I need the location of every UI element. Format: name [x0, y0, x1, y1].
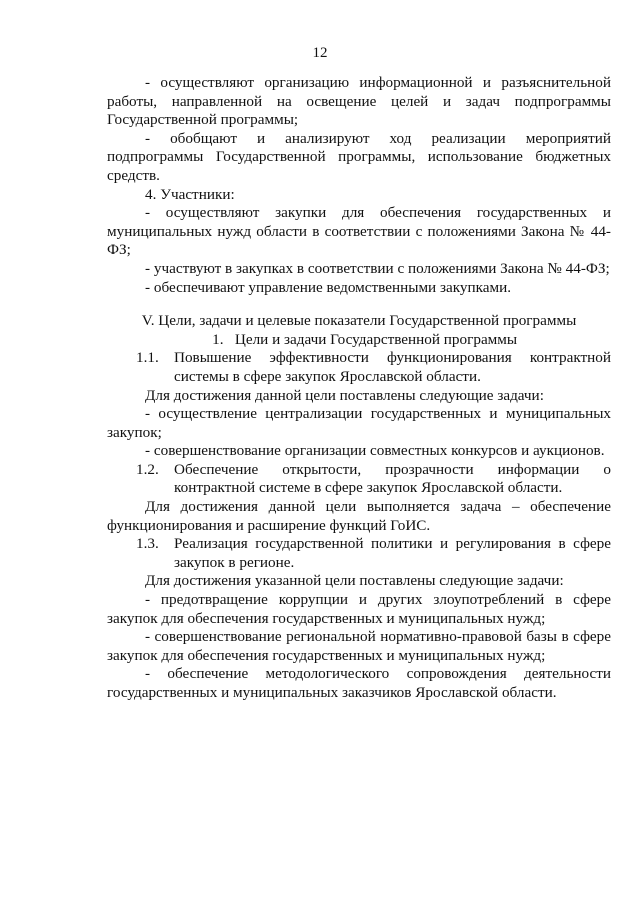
goal-3-task: - предотвращение коррупции и других злоупотреблений в сфере закупок для обеспечения государственных и муниципальных нужд; — [107, 591, 611, 627]
paragraph-analysis: - обобщают и анализируют ход реализации мероприятий подпрограммы Государственной программы, использование бюджетных средств. — [107, 129, 611, 184]
paragraph-info-work: - осуществляют организацию информационной и разъяснительной работы, направленной на освещение целей и задач подпрограммы Государственной программы; — [107, 74, 611, 129]
subsection-number: 1. — [212, 330, 224, 348]
subsection-title: Цели и задачи Государственной программы — [234, 330, 518, 348]
goal-3 — [107, 535, 611, 572]
goal-2-intro: Для достижения данной цели выполняется задача – обеспечение функционирования и расширение функций ГоИС. — [107, 498, 611, 534]
goal-3-intro: Для достижения указанной цели поставлены следующие задачи: — [145, 572, 564, 590]
goal-1 — [107, 349, 611, 386]
paragraph-participants-heading: 4. Участники: — [145, 185, 235, 203]
goal-3-number: 1.3. — [136, 535, 159, 553]
goal-3-task: - совершенствование региональной нормативно-правовой базы в сфере закупок для обеспечения государственных и муниципальных нужд; — [107, 628, 611, 664]
document-body — [107, 74, 611, 703]
page-number: 12 — [312, 45, 328, 61]
goal-2-number: 1.2. — [136, 460, 159, 478]
subsection-heading — [107, 331, 611, 350]
goal-1-task: - осуществление централизации государственных и муниципальных закупок; — [107, 405, 611, 441]
paragraph-participate: - участвуют в закупках в соответствии с положениями Закона № 44-ФЗ; — [145, 259, 610, 277]
goal-2 — [107, 461, 611, 498]
paragraph-manage: - обеспечивают управление ведомственными закупками. — [145, 278, 512, 296]
goal-1-number: 1.1. — [136, 349, 159, 367]
goal-3-task: - обеспечение методологического сопровождения деятельности государственных и муниципальных заказчиков Ярославской области. — [107, 665, 611, 701]
section-title: V. Цели, задачи и целевые показатели Государственной программы — [141, 312, 577, 330]
paragraph-purchases: - осуществляют закупки для обеспечения государственных и муниципальных нужд области в соответствии с положениями Закона № 44-ФЗ; — [107, 204, 611, 259]
goal-1-text: Повышение эффективности функционирования контрактной системы в сфере закупок Ярославской области. — [174, 349, 611, 385]
goal-2-text: Обеспечение открытости, прозрачности информации о контрактной системе в сфере закупок Ярославской области. — [174, 460, 611, 497]
goal-1-task: - совершенствование организации совместных конкурсов и аукционов. — [145, 442, 605, 460]
goal-1-intro: Для достижения данной цели поставлены следующие задачи: — [145, 386, 544, 404]
goal-3-text: Реализация государственной политики и регулирования в сфере закупок в регионе. — [174, 535, 611, 571]
